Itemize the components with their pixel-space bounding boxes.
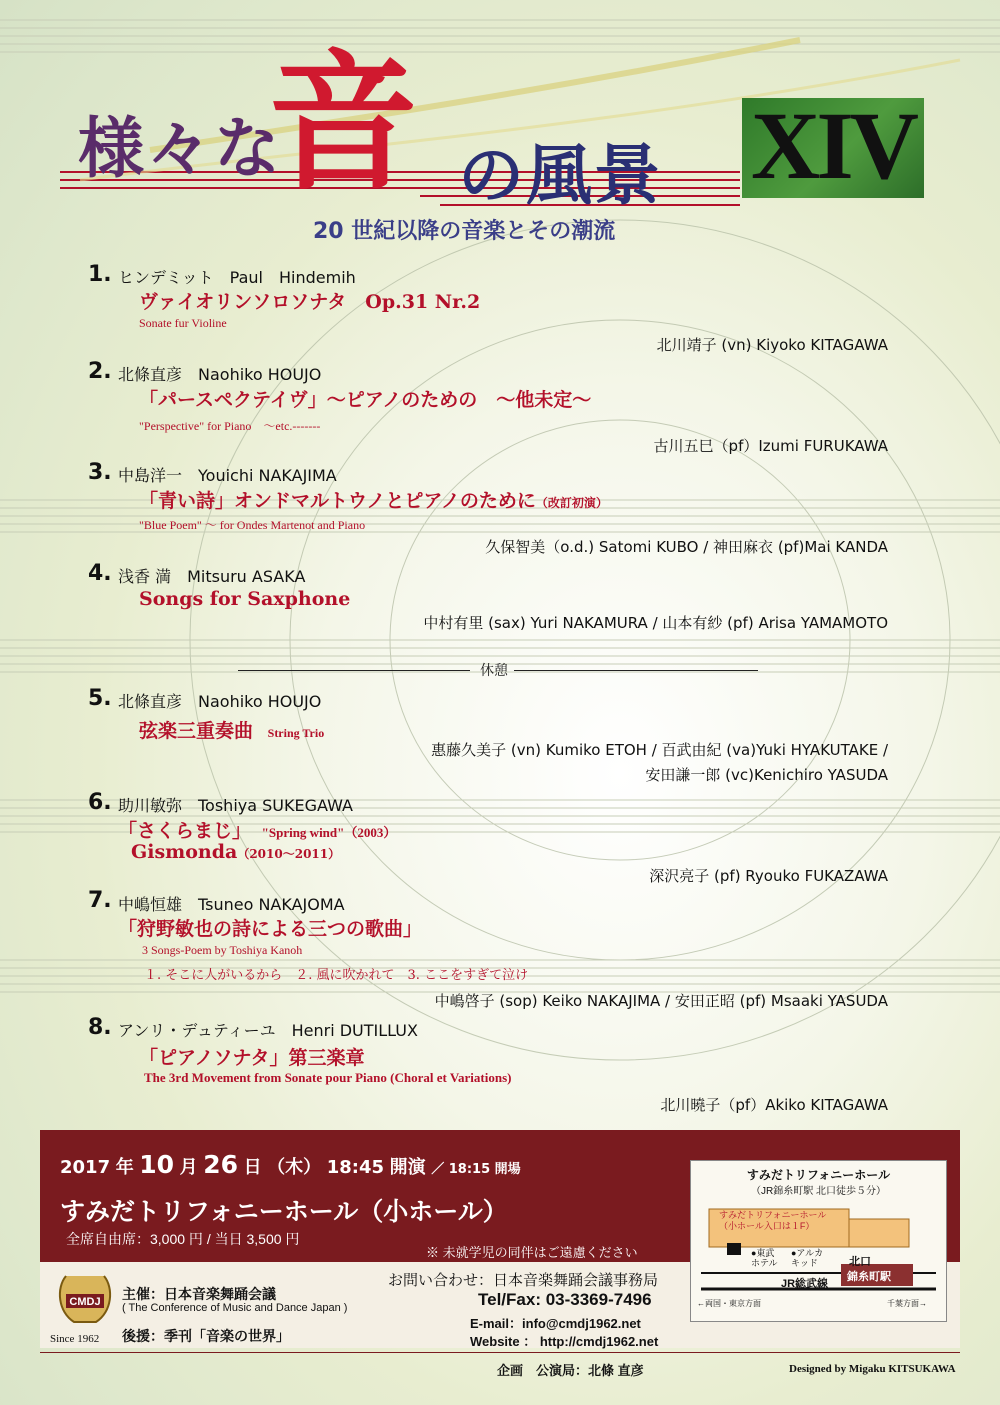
contact-tel: Tel/Fax: 03-3369-7496 (478, 1290, 652, 1309)
work-title: 「狩野敏也の詩による三つの歌曲」 (118, 918, 423, 940)
venue-name: すみだトリフォニーホール（小ホール） (60, 1197, 508, 1226)
date-month: 10 (139, 1150, 175, 1179)
contact-website[interactable]: Website ： http://cmdj1962.net (470, 1334, 659, 1349)
contact-label: お問い合わせ：日本音楽舞踊会議事務局 (388, 1272, 659, 1289)
work-title-main: 「青い詩」オンドマルトウノとピアノのために (139, 490, 536, 512)
cmdj-lyre-logo (52, 1268, 118, 1330)
work-title-en: The 3rd Movement from Sonate pour Piano (Choral et Variations) (144, 1070, 512, 1085)
work-title-en: Sonate fur Violine (139, 316, 227, 330)
composer: アンリ・デュティーユ Henri DUTILLUX (118, 1021, 418, 1040)
program-number: 5. (88, 686, 112, 711)
map-title: すみだトリフォニーホール (746, 1168, 891, 1182)
access-map (690, 1160, 947, 1322)
song-list: １. そこに人がいるから ２. 風に吹かれて 3. ここをすぎて泣け (144, 968, 529, 983)
map-hall-entrance: （小ホール入口は１F） (719, 1221, 815, 1231)
composer: 助川敏弥 Toshiya SUKEGAWA (118, 796, 353, 815)
child-notice: ※ 未就学児の同伴はご遠慮ください (426, 1245, 638, 1260)
performers: 惠藤久美子 (vn) Kumiko ETOH / 百武由紀 (va)Yuki HYAKUTAKE / (431, 741, 888, 759)
map-access: （JR錦糸町駅 北口徒歩５分） (751, 1186, 886, 1197)
performers: 北川曉子（pf）Akiko KITAGAWA (660, 1096, 888, 1114)
ticket-price: 全席自由席：3,000 円 / 当日 3,500 円 (66, 1231, 300, 1247)
date-weekday: （木） (267, 1157, 322, 1178)
composer: 北條直彦 Naohiko HOUJO (118, 692, 322, 711)
composer: 中島洋一 Youichi NAKAJIMA (118, 466, 337, 485)
since-year: Since 1962 (50, 1333, 100, 1345)
work-title-main: 「さくらまじ」 (118, 820, 252, 842)
organizer-support: 後援：季刊「音楽の世界」 (122, 1328, 290, 1344)
title-prefix: 様々な (78, 109, 282, 187)
date-day-unit: 日 (243, 1157, 262, 1178)
program-number: 8. (88, 1015, 112, 1040)
performers: 中村有里 (sax) Yuri NAKAMURA / 山本有紗 (pf) Arisa YAMAMOTO (423, 614, 888, 632)
work-title-en: 3 Songs-Poem by Toshiya Kanoh (142, 943, 303, 957)
work-title-en: "Blue Poem" 〜 for Ondes Martenot and Piano (139, 518, 366, 532)
map-arcakid-label: ●アルカ キッド (791, 1248, 824, 1268)
program-number: 6. (88, 790, 112, 815)
map-direction-left: ←両国・東京方面 (697, 1299, 761, 1308)
organizer-host: 主催：日本音楽舞踊会議 (122, 1286, 276, 1302)
work-title: 「パースペクテイヴ」〜ピアノのための 〜他未定〜 (139, 389, 592, 411)
logo-text: CMDJ (69, 1296, 101, 1308)
performers: 古川五巳（pf）Izumi FURUKAWA (653, 437, 888, 455)
work-title-main: 弦楽三重奏曲 (139, 720, 254, 742)
work-title (139, 716, 324, 743)
work-title (139, 486, 608, 513)
subtitle: 20 世紀以降の音楽とその潮流 (313, 219, 616, 244)
program-number: 1. (88, 262, 112, 287)
program-number: 7. (88, 888, 112, 913)
program-number: 2. (88, 359, 112, 384)
composer: 浅香 満 Mitsuru ASAKA (118, 567, 306, 586)
composer: ヒンデミット Paul Hindemih (118, 268, 356, 287)
map-station: 錦糸町駅 (847, 1271, 891, 1283)
organizer-host-en: ( The Conference of Music and Dance Japan ) (122, 1302, 348, 1314)
divider-line-right (514, 670, 758, 671)
planning-credit: 企画 公演局：北條 直彦 (497, 1363, 644, 1378)
date-year-unit: 年 (115, 1157, 134, 1178)
performers: 安田謙一郎 (vc)Kenichiro YASUDA (645, 766, 888, 784)
intermission-label: 休憩 (480, 662, 508, 678)
performers: 北川靖子 (vn) Kiyoko KITAGAWA (656, 336, 888, 354)
map-drawing (691, 1161, 946, 1321)
designer-credit: Designed by Migaku KITSUKAWA (789, 1363, 956, 1375)
work-title (131, 841, 340, 863)
work-title: 「ピアノソナタ」第三楽章 (139, 1047, 365, 1069)
map-line: JR総武線 (781, 1278, 829, 1290)
contact-email[interactable]: E-mail：info@cmdj1962.net (470, 1316, 641, 1331)
map-hall-label: すみだトリフォニーホール (719, 1210, 827, 1220)
work-title-note: （2010〜2011） (237, 847, 341, 861)
event-date (60, 1150, 521, 1179)
program-number: 3. (88, 460, 112, 485)
start-time: 18:45 (326, 1157, 385, 1178)
work-title-note: （改訂初演） (535, 496, 608, 510)
work-title-en: String Trio (267, 726, 325, 740)
divider-line-left (238, 670, 470, 671)
start-label: 開演 (389, 1157, 426, 1178)
program-number: 4. (88, 561, 112, 586)
intermission-divider (238, 660, 758, 680)
composer: 中嶋恒雄 Tsuneo NAKAJOMA (118, 895, 345, 914)
work-title: ヴァイオリンソロソナタ Op.31 Nr.2 (139, 291, 481, 313)
performers: 久保智美（o.d.) Satomi KUBO / 神田麻衣 (pf)Mai KANDA (485, 538, 888, 556)
work-title (118, 816, 396, 843)
door-open-time: ／ 18:15 開場 (431, 1162, 521, 1177)
map-direction-right: 千葉方面→ (887, 1299, 927, 1308)
map-north-exit: 北口 (849, 1256, 871, 1268)
work-title-en: "Perspective" for Piano 〜etc.------- (139, 419, 321, 433)
title-roman-numeral: XIV (750, 92, 915, 199)
work-title-main: Gismonda (131, 841, 238, 863)
date-day: 26 (203, 1150, 239, 1179)
footer-divider (40, 1352, 960, 1353)
performers: 中嶋啓子 (sop) Keiko NAKAJIMA / 安田正昭 (pf) Msaaki YASUDA (434, 992, 888, 1010)
date-year: 2017 (60, 1157, 111, 1178)
performers: 深沢亮子 (pf) Ryouko FUKAZAWA (649, 867, 888, 885)
title-suffix: の風景 (458, 136, 662, 214)
title-big-character: 音 (268, 35, 419, 211)
work-title-en: "Spring wind"（2003） (261, 825, 397, 840)
work-title: Songs for Saxphone (139, 588, 351, 610)
composer: 北條直彦 Naohiko HOUJO (118, 365, 322, 384)
date-month-unit: 月 (179, 1157, 198, 1178)
map-hotel-label: ●東武 ホテル (751, 1248, 778, 1268)
